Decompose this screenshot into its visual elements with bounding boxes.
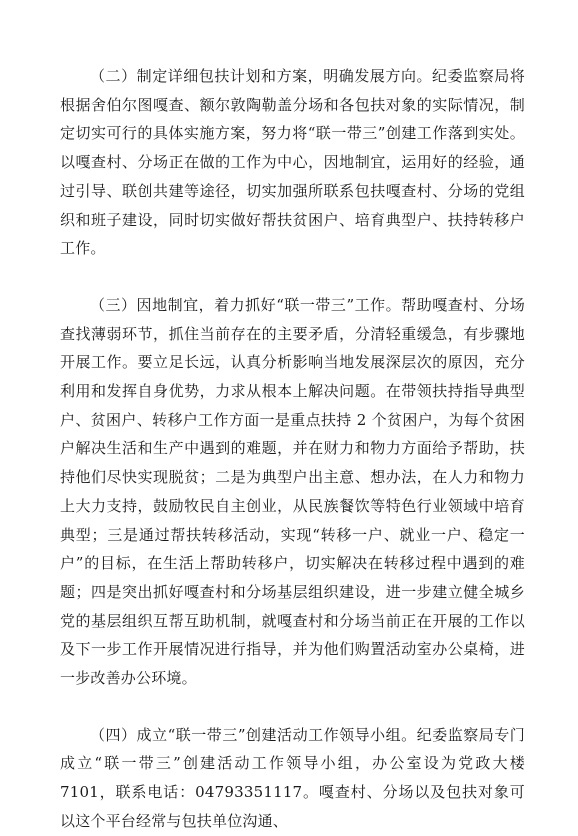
document-page xyxy=(60,62,525,836)
paragraph-plan: （二）制定详细包扶计划和方案，明确发展方向。纪委监察局将根据舍伯尔图嘎查、额尔敦陶勒盖分场和各包扶对象的实际情况，制定切实可行的具体实施方案，努力将“联一带三”创建工作落到实处。以嘎查村、分场正在做的工作为中心，因地制宜，运用好的经验，通过引导、联创共建等途径，切实加强所联系包扶嘎查村、分场的党组织和班子建设，同时切实做好帮扶贫困户、培育典型户、扶持转移户工作。 xyxy=(60,67,525,258)
paragraph-implementation: （三）因地制宜，着力抓好“联一带三”工作。帮助嘎查村、分场查找薄弱环节，抓住当前存在的主要矛盾，分清轻重缓急，有步骤地开展工作。要立足长远，认真分析影响当地发展深层次的原因，充分利用和发挥自身优势，力求从根本上解决问题。在带领扶持指导典型户、贫困户、转移户工作方面一是重点扶持 2 个贫困户，为每个贫困户解决生活和生产中遇到的难题，并在财力和物力方面给予帮助，扶持他们尽快实现脱贫；二是为典型户出主意、想办法，在人力和物力上大力支持，鼓励牧民自主创业，从民族餐饮等特色行业领域中培育典型；三是通过帮扶转移活动，实现“转移一户、就业一户、稳定一户”的目标，在生活上帮助转移户，切实解决在转移过程中遇到的难题；四是突出抓好嘎查村和分场基层组织建设，进一步建立健全城乡党的基层组织互帮互助机制，就嘎查村和分场当前正在开展的工作以及下一步工作开展情况进行指导，并为他们购置活动室办公桌椅，进一步改善办公环境。 xyxy=(60,295,525,688)
paragraph-leadership-group: （四）成立“联一带三”创建活动工作领导小组。纪委监察局专门成立“联一带三”创建活动工作领导小组，办公室设为党政大楼 7101，联系电话：04793351117。嘎查村、分场以及包扶对象可以这个平台经常与包扶单位沟通、 xyxy=(60,725,525,830)
